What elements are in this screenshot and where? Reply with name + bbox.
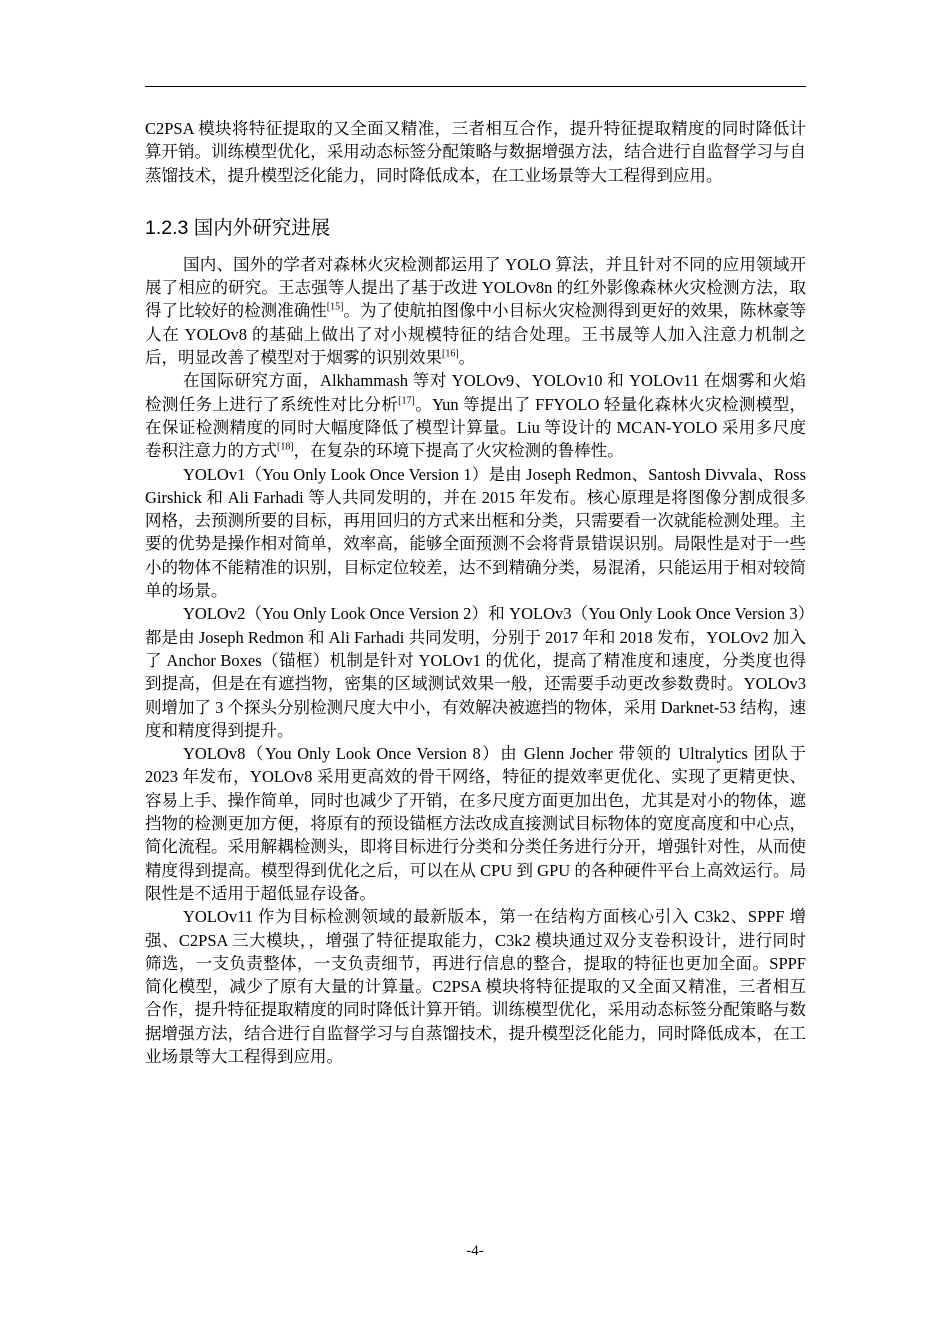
paragraph-continuation: C2PSA 模块将特征提取的又全面又精准，三者相互合作，提升特征提取精度的同时降低计算开销。训练模型优化，采用动态标签分配策略与数据增强方法，结合进行自监督学习与自蒸馏技术，提升模型泛化能力，同时降低成本，在工业场景等大工程得到应用。 [145,119,806,185]
paragraph-domestic-research [145,253,806,369]
paragraph-yolov1: YOLOv1（You Only Look Once Version 1）是由 Joseph Redmon、Santosh Divvala、Ross Girshick 和 Ali Farhadi 等人共同发明的，并在 2015 年发布。核心原理是将图像分割成很多网格，去预测所要的目标，再用回归的方式来出框和分类，只需要看一次就能检测处理。主要的优势是操作相对简单，效率高，能够全面预测不会将背景错误识别。局限性是对于一些小的物体不能精准的识别，目标定位较差，达不到精确分类，易混淆，只能运用于相对较简单的场景。 [145,464,806,601]
citation: [15] [326,301,344,313]
paragraph-yolov2-v3: YOLOv2（You Only Look Once Version 2）和 YOLOv3（You Only Look Once Version 3）都是由 Joseph Redmon 和 Ali Farhadi 共同发明，分别于 2017 年和 2018 发布，YOLOv2 加入了 Anchor Boxes（锚框）机制是针对 YOLOv1 的优化，提高了精准度和速度，分类度也得到提高，但是在有遮挡物，密集的区域测试效果一般，还需要手动更改参数费时。YOLOv3 则增加了 3 个探头分别检测尺度大中小，有效解决被遮挡的物体，采用 Darknet-53 结构，速度和精度得到提升。 [145,604,806,740]
paragraph-yolov8: YOLOv8（You Only Look Once Version 8）由 Glenn Jocher 带领的 Ultralytics 团队于 2023 年发布，YOLOv8 采用更高效的骨干网络，特征的提效率更优化、实现了更精更快、容易上手、操作简单，同时也减少了开销，在多尺度方面更加出色，尤其是对小的物体，遮挡物的检测更加方便，将原有的预设锚框方法改成直接测试目标物体的宽度高度和中心点，简化流程。采用解耦检测头，即将目标进行分类和分类任务进行分开，增强针对性，从而使精度得到提高。模型得到优化之后，可以在从 CPU 到 GPU 的各种硬件平台上高效运行。局限性是不适用于超低显存设备。 [145,744,806,903]
paragraph-international-research [145,369,806,462]
page-number: -4- [466,1243,484,1259]
paragraph-text: ，在复杂的环境下提高了火灾检测的鲁棒性。 [293,441,624,461]
body-text [145,117,806,1068]
paragraph-text: 。为了使航拍图像中小目标火灾检测得到更好的效果，陈林豪等人在 YOLOv8 的基础上做出了对小规模特征的结合处理。王书晟等人加入注意力机制之后，明显改善了模型对于烟雾的识别效果 [145,301,807,368]
section-heading: 1.2.3 国内外研究进展 [145,216,331,239]
paragraph-text: 。 [458,348,476,368]
header-rule [145,86,806,87]
paragraph-text: 在国际研究方面，Alkhammash 等对 YOLOv9、YOLOv10 和 YOLOv11 在烟雾和火焰检测任务上进行了系统性对比分析 [145,371,806,414]
paragraph-text: 。Yun 等提出了 FFYOLO 轻量化森林火灾检测模型，在保证检测精度的同时大幅度降低了模型计算量。Liu 等设计的 MCAN-YOLO 采用多尺度卷积注意力的方式 [145,394,806,461]
citation: [18] [277,441,294,453]
paragraph-text: 国内、国外的学者对森林火灾检测都运用了 YOLO 算法，并且针对不同的应用领域开展了相应的研究。王志强等人提出了基于改进 YOLOv8n 的红外影像森林火灾检测方法，取得了比较好的检测准确性 [145,254,806,321]
citation: [16] [442,348,459,360]
citation: [17] [398,395,415,407]
paragraph-yolov11: YOLOv11 作为目标检测领域的最新版本，第一在结构方面核心引入 C3k2、SPPF 增强、C2PSA 三大模块，，增强了特征提取能力，C3k2 模块通过双分支卷积设计，进行同时筛选，一支负责整体，一支负责细节，再进行信息的整合，提取的特征也更加全面。SPPF 简化模型，减少了原有大量的计算量。C2PSA 模块将特征提取的又全面又精准，三者相互合作，提升特征提取精度的同时降低计算开销。训练模型优化，采用动态标签分配策略与数据增强方法，结合进行自监督学习与自蒸馏技术，提升模型泛化能力，同时降低成本，在工业场景等大工程得到应用。 [145,907,806,1066]
